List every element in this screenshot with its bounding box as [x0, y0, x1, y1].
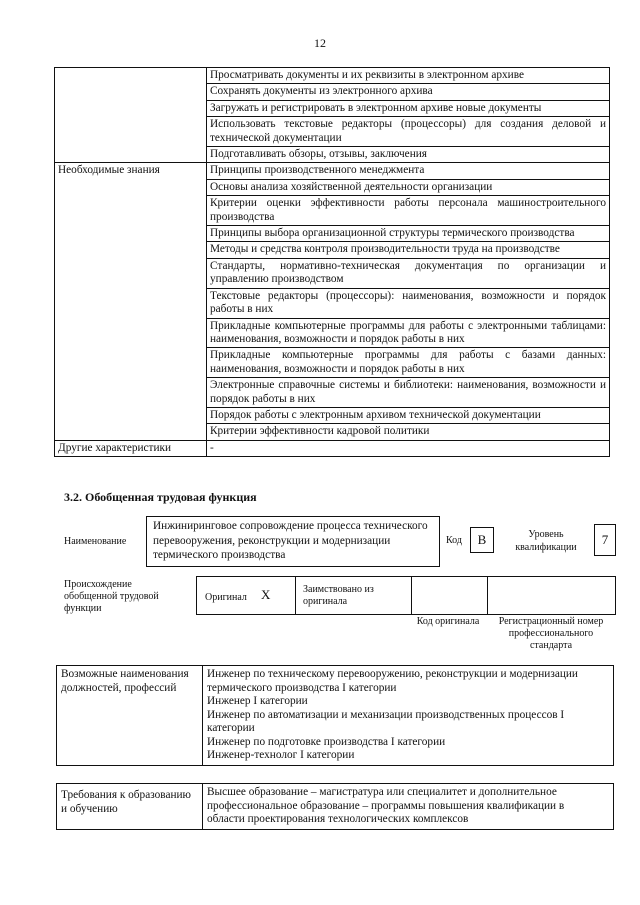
origin-label: Происхождение обобщенной трудовой функции	[64, 579, 159, 614]
education-label: Требования к образованию и обучению	[57, 784, 203, 830]
table-row	[55, 440, 610, 456]
knowledge-item: Порядок работы с электронным архивом технической документации	[207, 407, 610, 423]
knowledge-item: Текстовые редакторы (процессоры): наименования, возможности и порядок работы в них	[207, 288, 610, 318]
origin-box	[196, 576, 616, 615]
knowledge-table	[54, 67, 610, 457]
skill-item: Использовать текстовые редакторы (процессоры) для создания деловой и технической документации	[207, 117, 610, 147]
table-row	[57, 784, 614, 830]
table-row	[55, 68, 610, 84]
skill-item: Подготавливать обзоры, отзывы, заключения	[207, 147, 610, 163]
function-name: Инжиниринговое сопровождение процесса технического перевооружения, реконструкции и модернизации термического производства	[153, 520, 428, 561]
position-item: Инженер по автоматизации и механизации производственных процессов I категории	[207, 708, 565, 734]
education-list	[203, 784, 614, 830]
origin-divider	[295, 577, 296, 614]
other-characteristics-value: -	[207, 440, 610, 456]
knowledge-item: Основы анализа хозяйственной деятельности организации	[207, 179, 610, 195]
table-row	[55, 163, 610, 179]
skill-item: Просматривать документы и их реквизиты в электронном архиве	[207, 68, 610, 84]
table-row	[57, 666, 614, 766]
knowledge-item: Методы и средства контроля производительности труда на производстве	[207, 242, 610, 258]
other-characteristics-label: Другие характеристики	[55, 440, 207, 456]
education-item: Высшее образование – магистратура или специалитет и дополнительное профессиональное образование – программы повышения квалификации в области проектирования технологических комплексов	[207, 786, 565, 825]
skill-item: Сохранять документы из электронного архива	[207, 84, 610, 100]
original-label: Оригинал	[205, 592, 247, 603]
reg-number-label: Регистрационный номер профессионального стандарта	[498, 616, 604, 651]
code-original-label: Код оригинала	[416, 616, 480, 627]
origin-divider	[487, 577, 488, 614]
page-number: 12	[314, 36, 326, 50]
origin-divider	[411, 577, 412, 614]
position-item: Инженер по подготовке производства I категории	[207, 735, 446, 748]
function-name-box	[146, 516, 440, 567]
knowledge-item: Электронные справочные системы и библиотеки: наименования, возможности и порядок работы в них	[207, 378, 610, 408]
knowledge-item: Принципы выбора организационной структуры термического производства	[207, 226, 610, 242]
section-title: 3.2. Обобщенная трудовая функция	[64, 490, 257, 504]
positions-table	[56, 665, 614, 766]
knowledge-item: Критерии оценки эффективности работы персонала машиностроительного производства	[207, 196, 610, 226]
level-value: 7	[594, 524, 616, 556]
education-table	[56, 783, 614, 830]
borrowed-label: Заимствовано из оригинала	[303, 584, 374, 607]
knowledge-item: Прикладные компьютерные программы для работы с электронными таблицами: наименования, возможности и порядок работы в них	[207, 318, 610, 348]
knowledge-item: Критерии эффективности кадровой политики	[207, 424, 610, 440]
name-label: Наименование	[64, 536, 127, 547]
knowledge-item: Прикладные компьютерные программы для работы с базами данных: наименования, возможности и порядок работы в них	[207, 348, 610, 378]
position-item: Инженер-технолог I категории	[207, 749, 355, 761]
position-item: Инженер по техническому перевооружению, реконструкции и модернизации термического производства I категории	[207, 668, 578, 694]
level-label: Уровень квалификации	[515, 529, 577, 553]
skills-label-cell	[55, 68, 207, 163]
original-mark: Х	[261, 587, 271, 602]
code-label: Код	[446, 535, 462, 546]
knowledge-item: Стандарты, нормативно-техническая документация по организации и управлению производством	[207, 258, 610, 288]
skill-item: Загружать и регистрировать в электронном архиве новые документы	[207, 100, 610, 116]
positions-list	[203, 666, 614, 766]
knowledge-label: Необходимые знания	[55, 163, 207, 440]
positions-label: Возможные наименования должностей, профессий	[57, 666, 203, 766]
position-item: Инженер I категории	[207, 695, 308, 707]
code-value: В	[470, 527, 494, 553]
knowledge-item: Принципы производственного менеджмента	[207, 163, 610, 179]
